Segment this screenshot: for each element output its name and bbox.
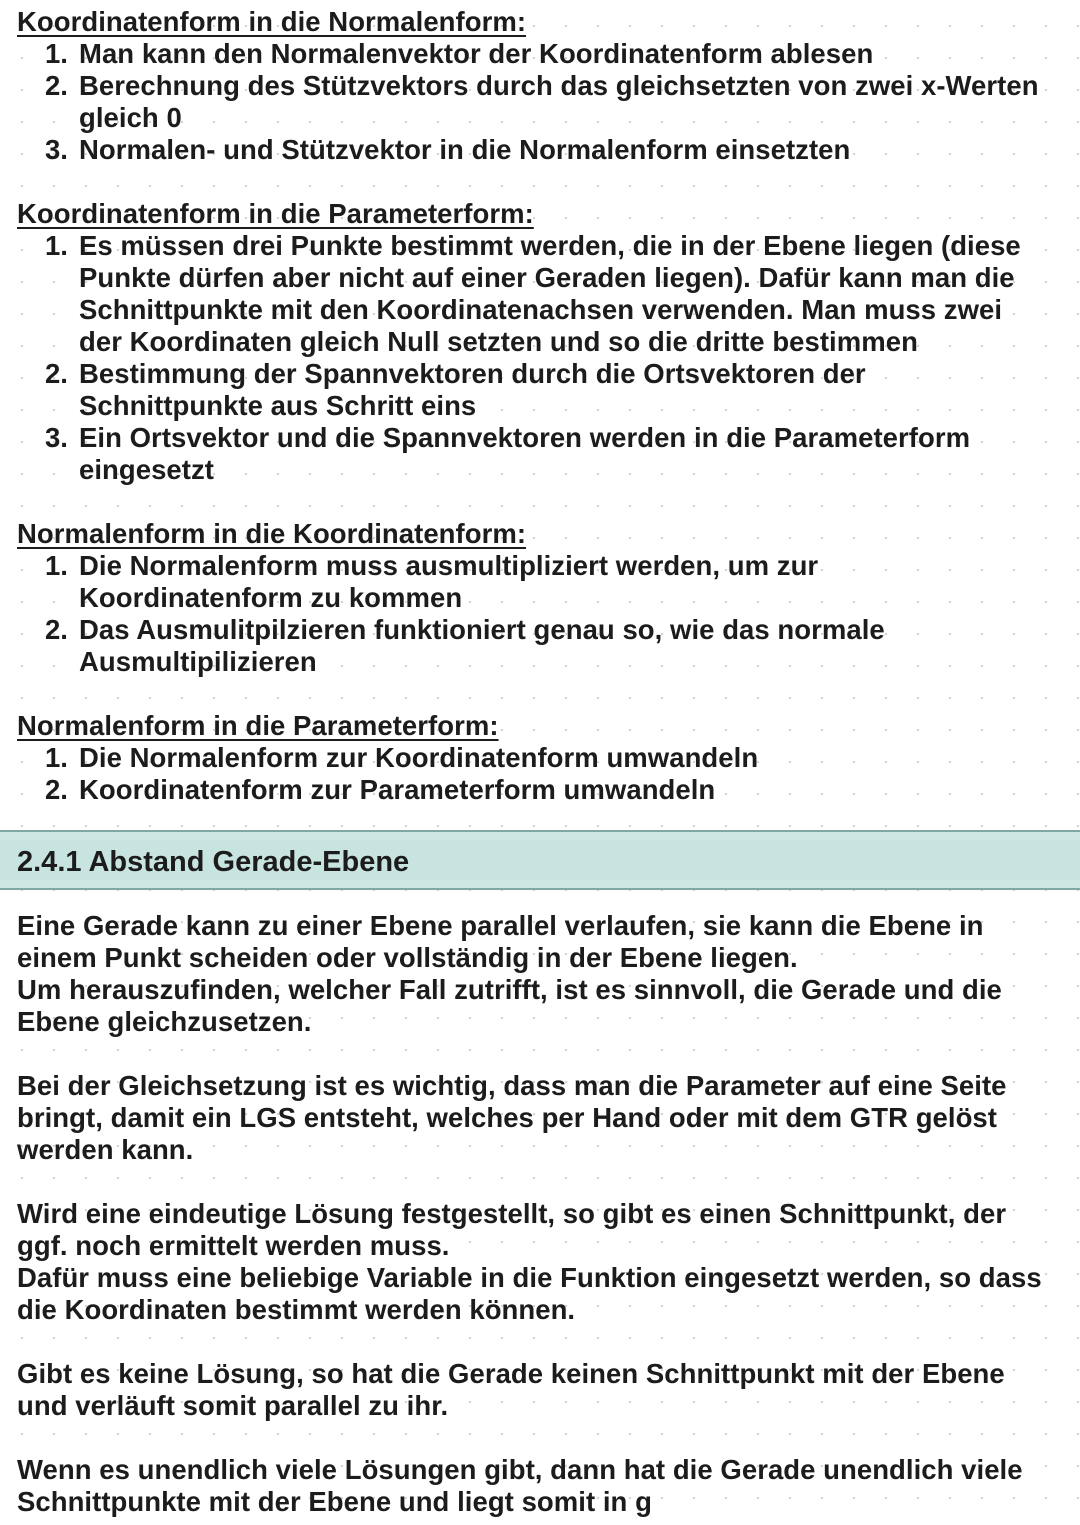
spacer xyxy=(17,166,1067,198)
step-text: Die Normalenform zur Koordinatenform umwandeln xyxy=(79,742,759,773)
section-body xyxy=(17,910,1067,1518)
step-text: Koordinatenform zu kommen xyxy=(79,582,463,613)
paragraph-line: werden kann. xyxy=(17,1134,194,1165)
step-text: Normalen- und Stützvektor in die Normalenform einsetzten xyxy=(79,134,851,165)
list-item xyxy=(17,774,1067,806)
list-item xyxy=(17,230,1067,358)
step-number: 1. xyxy=(45,742,68,773)
paragraph-line: Dafür muss eine beliebige Variable in die Funktion eingesetzt werden, so dass xyxy=(17,1262,1042,1293)
spacer xyxy=(17,1038,1067,1070)
spacer xyxy=(17,486,1067,518)
step-text: eingesetzt xyxy=(79,454,214,485)
step-number: 2. xyxy=(45,614,68,645)
list-item xyxy=(17,38,1067,70)
heading-koordinaten-parameterform: Koordinatenform in die Parameterform: xyxy=(17,198,534,229)
step-number: 2. xyxy=(45,774,68,805)
steps-koordinaten-normalenform xyxy=(17,38,1067,166)
step-number: 2. xyxy=(45,358,68,389)
paragraph-line: Ebene gleichzusetzen. xyxy=(17,1006,312,1037)
step-text: Schnittpunkte mit den Koordinatenachsen verwenden. Man muss zwei xyxy=(79,294,1003,325)
paragraph xyxy=(17,1454,1067,1518)
paragraph-line: die Koordinaten bestimmt werden können. xyxy=(17,1294,576,1325)
paragraph-line: und verläuft somit parallel zu ihr. xyxy=(17,1390,449,1421)
paragraph-line: Bei der Gleichsetzung ist es wichtig, dass man die Parameter auf eine Seite xyxy=(17,1070,1007,1101)
paragraph xyxy=(17,1358,1067,1422)
paragraph xyxy=(17,1070,1067,1166)
paragraph-line: Schnittpunkte mit der Ebene und liegt somit in g xyxy=(17,1486,652,1517)
list-item xyxy=(17,742,1067,774)
paragraph xyxy=(17,910,1067,1038)
paragraph-line: Wird eine eindeutige Lösung festgestellt, so gibt es einen Schnittpunkt, der xyxy=(17,1198,1007,1229)
step-text: Punkte dürfen aber nicht auf einer Geraden liegen). Dafür kann man die xyxy=(79,262,1015,293)
paragraph-line: Wenn es unendlich viele Lösungen gibt, dann hat die Gerade unendlich viele xyxy=(17,1454,1023,1485)
step-text: Koordinatenform zur Parameterform umwandeln xyxy=(79,774,716,805)
paragraph xyxy=(17,1198,1067,1326)
heading-normalen-koordinatenform: Normalenform in die Koordinatenform: xyxy=(17,518,527,549)
paragraph-line: Eine Gerade kann zu einer Ebene parallel verlaufen, sie kann die Ebene in xyxy=(17,910,984,941)
step-text: Man kann den Normalenvektor der Koordinatenform ablesen xyxy=(79,38,874,69)
paragraph-line: ggf. noch ermittelt werden muss. xyxy=(17,1230,450,1261)
heading-koordinaten-normalenform: Koordinatenform in die Normalenform: xyxy=(17,6,527,37)
list-item xyxy=(17,550,1067,614)
steps-koordinaten-parameterform xyxy=(17,230,1067,486)
spacer xyxy=(17,1166,1067,1198)
section-header-bar xyxy=(0,830,1080,890)
step-number: 1. xyxy=(45,550,68,581)
notes-upper xyxy=(17,6,1067,806)
list-item xyxy=(17,134,1067,166)
paragraph-line: Um herauszufinden, welcher Fall zutrifft, ist es sinnvoll, die Gerade und die xyxy=(17,974,1002,1005)
spacer xyxy=(17,678,1067,710)
step-number: 3. xyxy=(45,422,68,453)
paragraph-line: bringt, damit ein LGS entsteht, welches per Hand oder mit dem GTR gelöst xyxy=(17,1102,997,1133)
step-text: Die Normalenform muss ausmultipliziert werden, um zur xyxy=(79,550,819,581)
step-text: Schnittpunkte aus Schritt eins xyxy=(79,390,477,421)
step-number: 1. xyxy=(45,230,68,261)
steps-normalen-parameterform xyxy=(17,742,1067,806)
paragraph-line: einem Punkt scheiden oder vollständig in der Ebene liegen. xyxy=(17,942,798,973)
heading-normalen-parameterform: Normalenform in die Parameterform: xyxy=(17,710,499,741)
step-number: 1. xyxy=(45,38,68,69)
list-item xyxy=(17,358,1067,422)
section-title: 2.4.1 Abstand Gerade-Ebene xyxy=(17,846,410,878)
spacer xyxy=(17,1422,1067,1454)
steps-normalen-koordinatenform xyxy=(17,550,1067,678)
list-item xyxy=(17,70,1067,134)
step-text: Ausmultipilizieren xyxy=(79,646,317,677)
step-number: 2. xyxy=(45,70,68,101)
paragraph-line: Gibt es keine Lösung, so hat die Gerade keinen Schnittpunkt mit der Ebene xyxy=(17,1358,1005,1389)
step-text: gleich 0 xyxy=(79,102,182,133)
step-text: der Koordinaten gleich Null setzten und so die dritte bestimmen xyxy=(79,326,918,357)
step-text: Berechnung des Stützvektors durch das gleichsetzten von zwei x-Werten xyxy=(79,70,1039,101)
step-number: 3. xyxy=(45,134,68,165)
step-text: Ein Ortsvektor und die Spannvektoren werden in die Parameterform xyxy=(79,422,971,453)
step-text: Es müssen drei Punkte bestimmt werden, die in der Ebene liegen (diese xyxy=(79,230,1021,261)
spacer xyxy=(17,1326,1067,1358)
list-item xyxy=(17,614,1067,678)
list-item xyxy=(17,422,1067,486)
step-text: Das Ausmulitpilzieren funktioniert genau so, wie das normale xyxy=(79,614,885,645)
step-text: Bestimmung der Spannvektoren durch die Ortsvektoren der xyxy=(79,358,866,389)
